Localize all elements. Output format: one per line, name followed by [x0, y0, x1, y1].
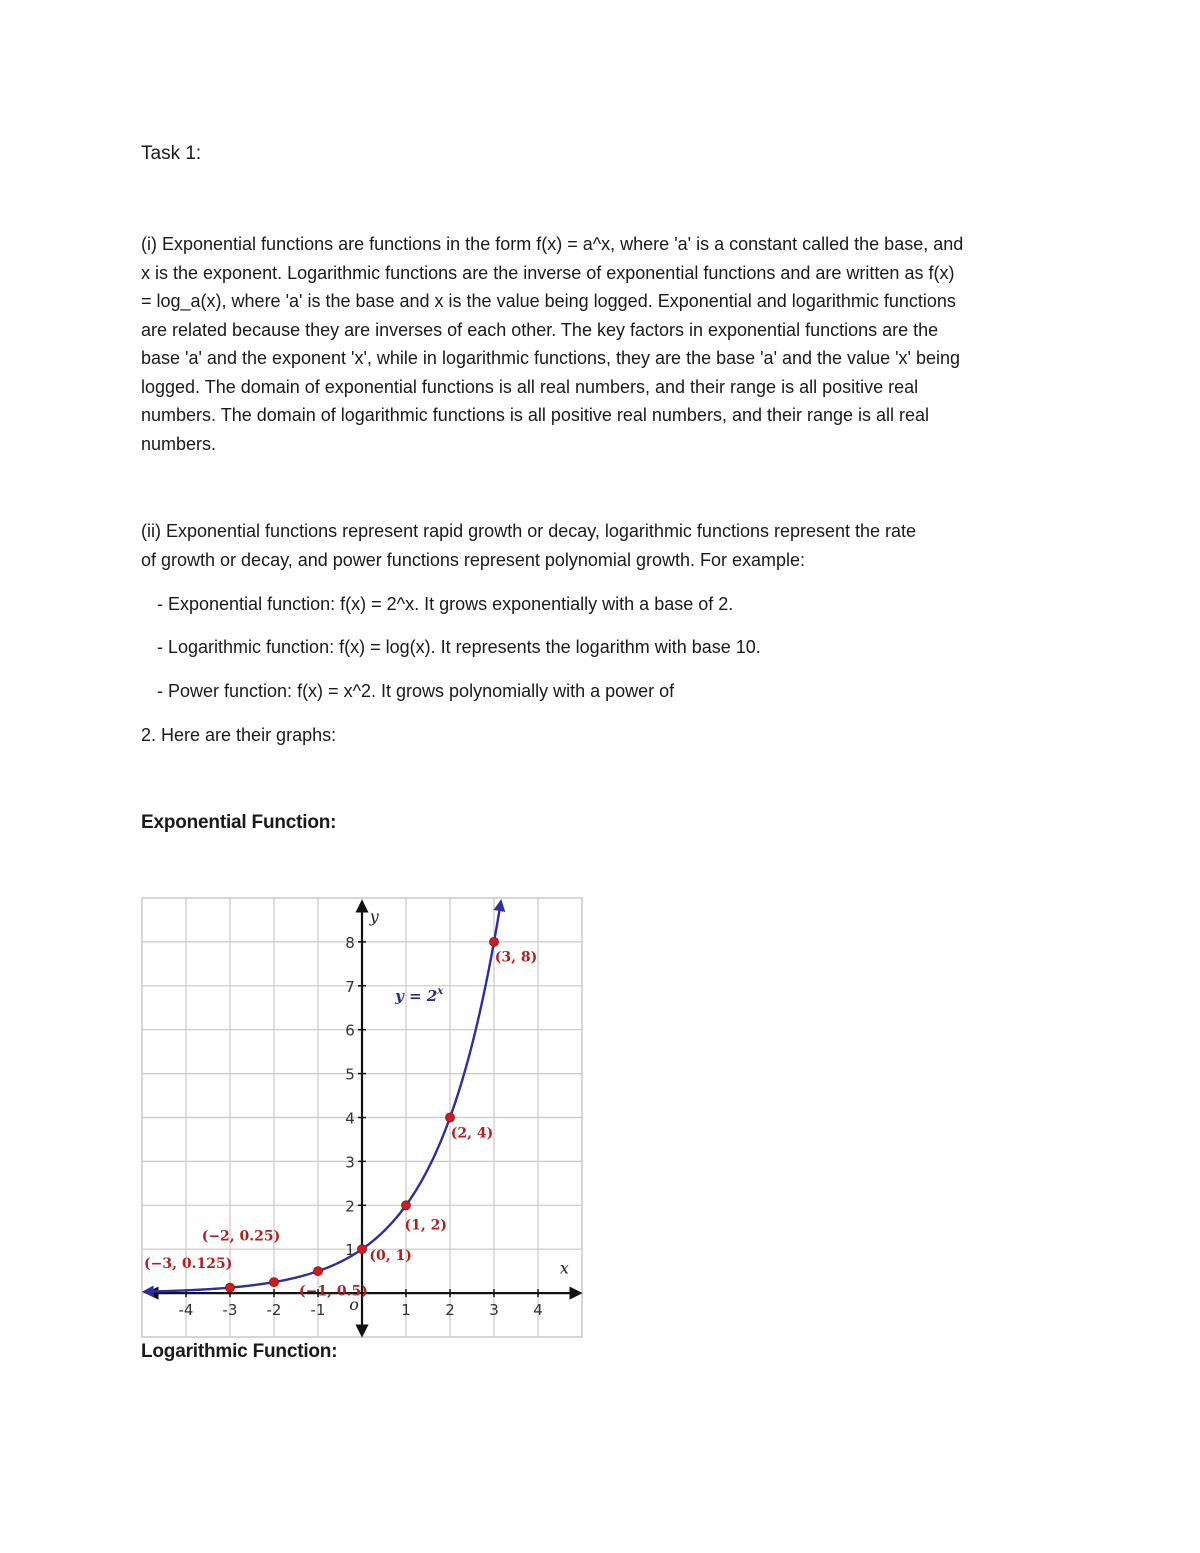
exponential-heading: Exponential Function: — [141, 812, 337, 833]
data-point-label: (−2, 0.25) — [201, 1228, 281, 1245]
exponential-chart-svg — [140, 896, 584, 1339]
section-i-line: numbers. — [141, 433, 217, 454]
data-point-label: (1, 2) — [404, 1217, 448, 1234]
logarithmic-heading: Logarithmic Function: — [141, 1341, 338, 1362]
data-point — [314, 1267, 323, 1276]
y-axis-label: y — [369, 907, 379, 927]
y-tick-label: 6 — [345, 1021, 355, 1040]
data-point-label: (2, 4) — [450, 1125, 494, 1142]
section-ii-line: of growth or decay, and power functions represent polynomial growth. For example: — [141, 549, 806, 570]
y-tick-label: 8 — [345, 933, 355, 952]
equation-label — [394, 986, 444, 1005]
x-tick-label: -3 — [222, 1301, 238, 1320]
x-tick-label: 3 — [489, 1301, 499, 1320]
section-i-line: logged. The domain of exponential functions is all real numbers, and their range is all positive real — [141, 376, 919, 397]
data-point — [490, 937, 499, 946]
section-ii-paragraph — [141, 517, 1061, 574]
x-tick-label: -4 — [178, 1301, 194, 1320]
y-tick-label: 5 — [345, 1065, 355, 1084]
y-tick-label: 1 — [345, 1241, 355, 1260]
y-tick-label: 3 — [345, 1153, 355, 1172]
x-tick-label: -2 — [266, 1301, 282, 1320]
data-point-label: (3, 8) — [494, 949, 538, 966]
data-point — [226, 1283, 235, 1292]
data-point-label: (0, 1) — [369, 1248, 412, 1265]
y-tick-label: 4 — [345, 1109, 355, 1128]
section-i-line: base 'a' and the exponent 'x', while in logarithmic functions, they are the base 'a' and the value 'x' being — [141, 348, 961, 368]
data-point-label: (−1, 0.5) — [298, 1283, 368, 1300]
data-point — [270, 1278, 279, 1287]
x-tick-label: 1 — [401, 1301, 411, 1320]
origin-label: o — [349, 1294, 359, 1314]
graphs-intro: 2. Here are their graphs: — [141, 725, 337, 745]
section-i-line: (i) Exponential functions are functions in the form f(x) = a^x, where 'a' is a constant called the base, and — [141, 234, 964, 254]
section-i-line: are related because they are inverses of each other. The key factors in exponential functions are the — [141, 319, 939, 340]
section-i-line: x is the exponent. Logarithmic functions are the inverse of exponential functions and are written as f(x) — [141, 262, 955, 283]
data-point-label: (−3, 0.125) — [144, 1255, 233, 1272]
equation-exponent-text: x — [437, 986, 444, 998]
equation-base-text: y = 2 — [395, 987, 438, 1006]
task-title: Task 1: — [141, 143, 202, 164]
x-tick-label: -1 — [310, 1301, 326, 1320]
section-i-line: = log_a(x), where 'a' is the base and x is the value being logged. Exponential and logarithmic functions — [141, 291, 956, 311]
x-tick-label: 2 — [445, 1301, 455, 1320]
y-tick-label: 7 — [345, 977, 355, 996]
bullet-power: - Power function: f(x) = x^2. It grows polynomially with a power of — [157, 681, 675, 701]
data-point — [446, 1113, 455, 1122]
section-i-paragraph — [141, 230, 1061, 458]
section-i-line: numbers. The domain of logarithmic functions is all positive real numbers, and their range is all real — [141, 405, 930, 425]
bullet-exponential: - Exponential function: f(x) = 2^x. It grows exponentially with a base of 2. — [157, 594, 734, 614]
bullet-logarithmic: - Logarithmic function: f(x) = log(x). It represents the logarithm with base 10. — [157, 637, 761, 657]
x-axis-label: x — [559, 1258, 569, 1278]
x-tick-label: 4 — [533, 1301, 543, 1320]
y-tick-label: 2 — [345, 1197, 355, 1216]
data-point — [402, 1201, 411, 1210]
exponential-chart — [140, 896, 584, 1339]
data-point — [358, 1245, 367, 1254]
section-ii-line: (ii) Exponential functions represent rapid growth or decay, logarithmic functions represent the rate — [141, 521, 917, 541]
